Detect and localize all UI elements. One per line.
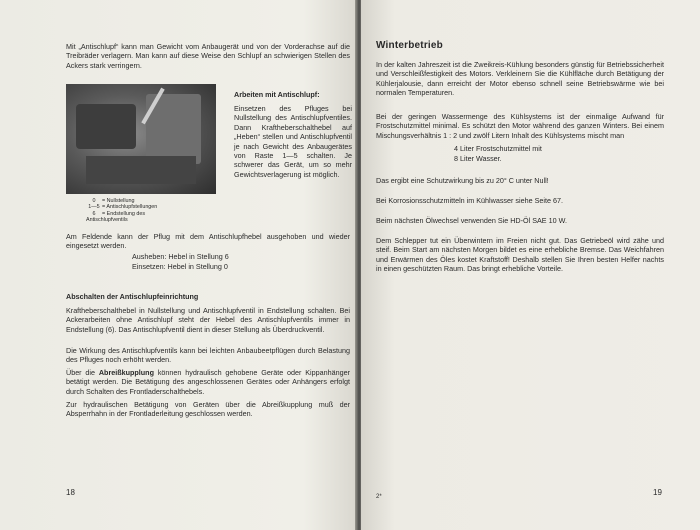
para-abschalten: Kraftheberschalthebel in Nullstellung und Antischlupfventil in Endstellung schalten. Bei Ackerarbeiten ohne Antischlupf steht der Hebel des Antischlupfventils immer in Endstellung (6). Das Antischlupfventil dient in dieser Stellung als Überdruckventil. [66, 306, 350, 334]
para-korrosion: Bei Korrosionsschutzmitteln im Kühlwasser siehe Seite 67. [376, 196, 563, 205]
para-schutzwirkung: Das ergibt eine Schutzwirkung bis zu 20° C unter Null! [376, 176, 549, 185]
legend-item: 0 = Nullstellung [92, 198, 135, 204]
mix-line-1: 4 Liter Frostschutzmittel mit [454, 144, 542, 153]
intro-text [66, 42, 350, 70]
para-kuehlung: In der kalten Jahreszeit ist die Zweikreis-Kühlung besonders günstig für Betriebssicherheit und Verschleißfestigkeit des Motors. Verkleinern Sie die Kühlfläche durch Betätigung der Kühlerjalousie, dann erreicht der Motor ebenso schnell seine Betriebswärme wie bei normalen Temperaturen. [376, 60, 664, 98]
section-heading: Abschalten der Antischlupfeinrichtung [66, 292, 199, 301]
intro-body: Mit „Antischlupf“ kann man Gewicht vom Anbaugerät und von der Vorderachse auf die Treibräder verlagern. Man kann auf diese Weise den Schlupf an schwierigen Stellen des Ackers stark verringern. [66, 42, 350, 70]
photo-legend [86, 198, 186, 224]
page-number: 18 [66, 488, 75, 497]
photo-base [86, 156, 196, 184]
right-page [361, 0, 700, 530]
legend-item: 1—5 = Antischlupfstellungen [88, 204, 158, 211]
para-frostschutz: Bei der geringen Wassermenge des Kühlsystems ist der einmalige Aufwand für Frostschutzmittel minimal. Es schützt den Motor während des ganzen Winters. Bei einem Mischungsverhältnis 1 : 2 und zwölf Litern Inhalt des Kühlsystems mischt man [376, 112, 664, 140]
term-abreisskupplung: Abreißkupplung [98, 368, 154, 377]
legend-item: 6 = Endstellung des Antischlupfventils [86, 210, 146, 224]
page-title: Winterbetrieb [376, 40, 443, 51]
einsetzen-line: Einsetzen: Hebel in Stellung 0 [132, 262, 228, 271]
side-heading: Arbeiten mit Antischlupf: [234, 90, 320, 99]
ausheben-line: Ausheben: Hebel in Stellung 6 [132, 252, 229, 261]
antischlupf-lever-photo [66, 84, 216, 194]
mix-line-2: 8 Liter Wasser. [454, 154, 502, 163]
para-oelwechsel: Beim nächsten Ölwechsel verwenden Sie HD-Öl SAE 10 W. [376, 216, 567, 225]
para-wirkung: Die Wirkung des Antischlupfventils kann bei leichten Anbaubeetpflügen durch Belastung des Pfluges noch erhöht werden. [66, 346, 350, 365]
side-text: Einsetzen des Pfluges bei Nullstellung des Antischlupfventiles. Dann Kraftheberschalthebel auf „Heben“ stellen und Antischlupfventil je nach Gewicht des Anbaugerätes von Raste 1—5 schalten. Je schwerer das Gerät, um so mehr Gewichtsverlagerung ist möglich. [234, 104, 352, 179]
para-betaetigung: Zur hydraulischen Betätigung von Geräten über die Abreißkupplung muß der Absperrhahn in der Frontladerleitung geschlossen werden. [66, 400, 350, 419]
photo-engine-block [76, 104, 136, 149]
signature-mark: 2* [376, 494, 382, 500]
page-number: 19 [653, 488, 662, 497]
feldende-text: Am Feldende kann der Pflug mit dem Antischlupfhebel ausgehoben und wieder eingesetzt werden. [66, 232, 350, 251]
para-ueberwintern: Dem Schlepper tut ein Überwintern im Freien nicht gut. Das Getriebeöl wird zähe und steif. Beim Start am nächsten Morgen bildet es eine erhebliche Bremse. Das Weichfahren und Erwärmen des Öles kostet Kraftstoff! Deshalb stellen Sie Ihren besten Helfer nachts in einen geschützten Raum. Das bringt erhebliche Vorteile. [376, 236, 664, 274]
para-abreisskupplung: Über die Abreißkupplung können hydraulisch gehobene Geräte oder Kippanhänger betätigt werden. Die Betätigung des angeschlossenen Gerätes oder Anhängers erfolgt durch Schalten des Frontladerschalthebels. [66, 368, 351, 396]
